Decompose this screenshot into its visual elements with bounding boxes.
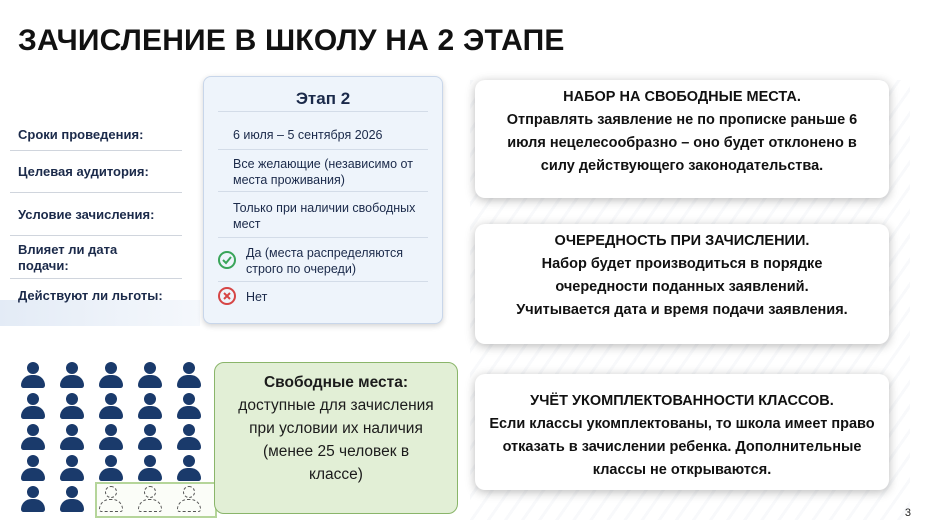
person-icon [137,424,163,452]
free-places-box [214,362,458,514]
divider [218,281,428,282]
stage-title: Этап 2 [295,89,351,108]
person-icon [176,393,202,421]
info-box-free-places [475,80,889,198]
info-text: Отправлять заявление не по прописке раньше 6 июля нецелесообразно – оно будет отклонено в силу действующего законодательства. [506,112,858,174]
page-number: 3 [904,507,911,519]
person-icon [98,455,124,483]
person-icon [98,393,124,421]
stage-value-dates: 6 июля – 5 сентября 2026 [233,128,383,142]
free-places-title: Свободные места: [263,374,409,391]
person-icon [59,486,85,514]
stage-value-benefits: Нет [246,290,268,304]
criteria-label-audience: Целевая аудитория: [18,164,149,179]
stage-card [203,76,443,324]
person-icon [59,455,85,483]
divider [10,235,182,236]
info-text: Если классы укомплектованы, то школа имеет право отказать в зачислении ребенка. Дополнительные классы не открываются. [489,416,875,478]
criteria-label-benefits: Действуют ли льготы: [18,288,163,303]
person-icon [20,486,46,514]
info-box-queue [475,224,889,344]
person-icon [176,424,202,452]
free-places-note: (менее 25 человек в классе) [262,443,410,483]
criteria-label-dates: Сроки проведения: [18,127,144,142]
person-icon [98,424,124,452]
divider [218,149,428,150]
person-icon [59,393,85,421]
person-icon [20,424,46,452]
divider [10,150,182,151]
person-icon [59,424,85,452]
person-empty-icon [137,486,163,514]
criteria-label-condition: Условие зачисления: [18,207,155,222]
divider [10,192,182,193]
info-text: Набор будет производиться в порядке очередности поданных заявлений. Учитывается дата и время подачи заявления. [516,256,848,318]
person-icon [20,362,46,390]
info-heading: ОЧЕРЕДНОСТЬ ПРИ ЗАЧИСЛЕНИИ. [554,233,810,249]
person-icon [137,455,163,483]
person-empty-icon [98,486,124,514]
person-icon [176,362,202,390]
people-grid [20,362,220,522]
person-icon [137,362,163,390]
check-circle-icon [218,251,236,269]
free-places-text: доступные для зачисления при условии их наличия [238,397,434,437]
divider [218,111,428,112]
stage-value-audience: Все желающие (независимо от места проживания) [233,157,413,187]
info-heading: УЧЁТ УКОМПЛЕКТОВАННОСТИ КЛАССОВ. [530,393,834,409]
divider [218,237,428,238]
person-empty-icon [176,486,202,514]
cross-circle-icon [218,287,236,305]
info-heading: НАБОР НА СВОБОДНЫЕ МЕСТА. [563,89,801,105]
stage-value-date-matters: Да (места распределяются строго по очереди) [246,246,404,276]
person-icon [176,455,202,483]
person-icon [137,393,163,421]
person-icon [59,362,85,390]
person-icon [20,455,46,483]
info-box-class-capacity [475,374,889,490]
criteria-label-date-matters: Влияет ли дата подачи: [18,242,118,273]
person-icon [20,393,46,421]
divider [10,278,182,279]
person-icon [98,362,124,390]
page-title: ЗАЧИСЛЕНИЕ В ШКОЛУ НА 2 ЭТАПЕ [18,24,565,57]
divider [218,191,428,192]
stage-value-condition: Только при наличии свободных мест [233,201,416,231]
